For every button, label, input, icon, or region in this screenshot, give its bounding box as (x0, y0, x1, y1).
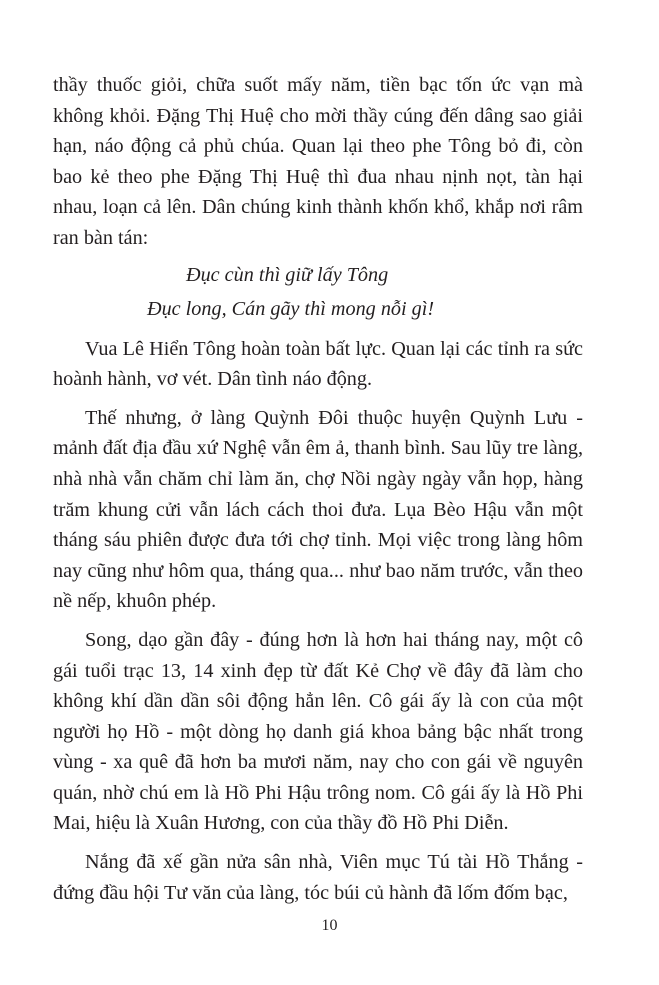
paragraph-intro: thầy thuốc giỏi, chữa suốt mấy năm, tiền bạc tốn ức vạn mà không khỏi. Đặng Thị Huệ cho mời thầy cúng đến dâng sao giải hạn, náo động cả phủ chúa. Quan lại theo phe Tông bỏ đi, còn bao kẻ theo phe Đặng Thị Huệ thì đua nhau nịnh nọt, tàn hại nhau, loạn cả lên. Dân chúng kinh thành khốn khổ, khắp nơi râm ran bàn tán: (53, 74, 583, 249)
page-body (53, 70, 583, 908)
verse-line-2: Đục long, Cán gãy thì mong nỗi gì! (147, 297, 435, 320)
paragraph-girl: Song, dạo gần đây - đúng hơn là hơn hai tháng nay, một cô gái tuổi trạc 13, 14 xinh đẹp từ đất Kẻ Chợ về đây đã làm cho không khí dần dần sôi động hẳn lên. Cô gái ấy là con của một người họ Hồ - một dòng họ danh giá khoa bảng bậc nhất trong vùng - xa quê đã hơn ba mươi năm, nay cho con gái về nguyên quán, nhờ chú em là Hồ Phi Hậu trông nom. Cô gái ấy là Hồ Phi Mai, hiệu là Xuân Hương, con của thầy đồ Hồ Phi Diễn. (53, 628, 583, 835)
verse-line-1: Đục cùn thì giữ lấy Tông (186, 263, 389, 286)
paragraph-king: Vua Lê Hiển Tông hoàn toàn bất lực. Quan lại các tỉnh ra sức hoành hành, vơ vét. Dân tình náo động. (53, 337, 583, 391)
page-number: 10 (321, 917, 338, 934)
folk-verse (53, 258, 583, 326)
paragraph-sun: Nắng đã xế gần nửa sân nhà, Viên mục Tú tài Hồ Thắng - đứng đầu hội Tư văn của làng, tóc búi củ hành đã lốm đốm bạc, (53, 851, 583, 904)
paragraph-village: Thế nhưng, ở làng Quỳnh Đôi thuộc huyện Quỳnh Lưu - mảnh đất địa đầu xứ Nghệ vẫn êm ả, thanh bình. Sau lũy tre làng, nhà nhà vẫn chăm chỉ làm ăn, chợ Nồi ngày ngày vẫn họp, hàng trăm khung cửi vẫn lách cách thoi đưa. Lụa Bèo Hậu vẫn một tháng sáu phiên được đưa tới chợ tỉnh. Mọi việc trong làng hôm nay cũng như hôm qua, tháng qua... như bao năm trước, vẫn theo nề nếp, khuôn phép. (53, 406, 583, 613)
